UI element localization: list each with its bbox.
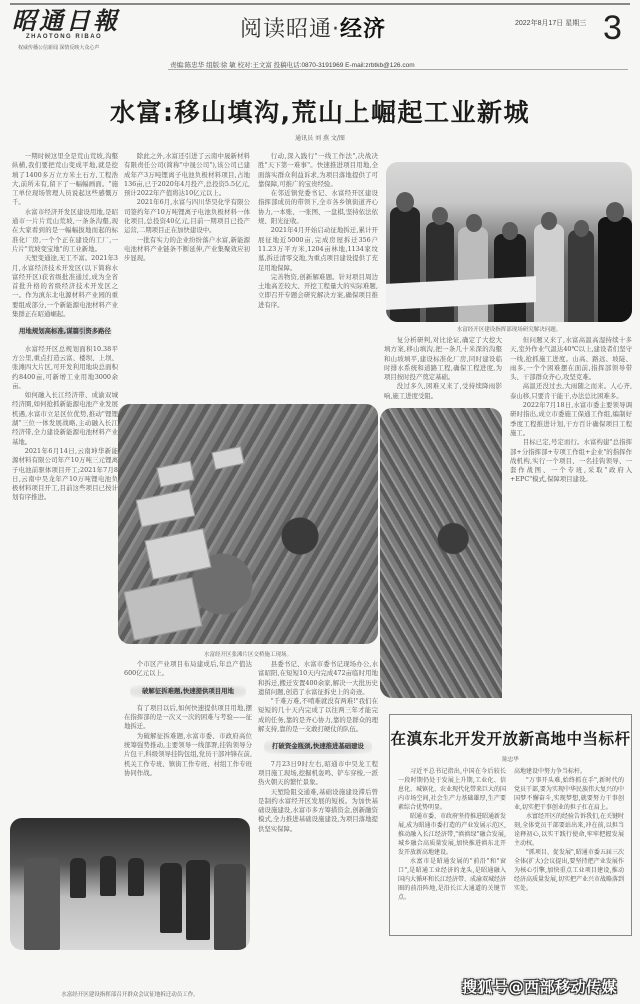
watermark: 搜狐号@西部移动传媒 xyxy=(462,978,618,996)
commentary-column-right xyxy=(514,767,624,932)
paragraph: 天堑变通途,无工不富。2021年3月,水富经济技术开发区(以下简称水富经开区)获省级批准通过,成为全省首批升格的省级经济技术开发区之一。作为滇东北电源材料产业园的重要组成部分,一个新能源电池材料产业集群正在昭通崛起。 xyxy=(12,254,118,319)
photo-caption: 水富经开区建设指挥部现场研究解决问题。 xyxy=(456,327,562,333)
paragraph: 行动,深入践行"一线工作法",决战决胜"天下第一难事"。快速推进项目用地,全面落实群众利益诉求,为项目落地提供了可靠保障,可推广的宝贵经验。 xyxy=(258,152,378,188)
photo-village-meeting xyxy=(10,818,250,950)
paragraph: 在邻近镇党委书记、水富经开区建设指挥部成员的带领下,全市各乡镇街道齐心协力,一本账、一张图、一盘棋,坚持依法依规、阳光征收。 xyxy=(258,189,378,226)
header-divider xyxy=(168,69,628,70)
subheading: 用地规划高标准,谋篇引资多路径 xyxy=(18,325,112,338)
photo-caption: 水富经开区张滩片区交桥施工现场。 xyxy=(203,652,292,658)
photo-site-meeting xyxy=(386,162,632,322)
paragraph: 高温还没过去,大雨随之而来。人心齐,泰山移,只要肯干能干,办法总比困难多。 xyxy=(510,382,632,400)
photo-aerial-construction xyxy=(118,404,378,644)
paragraph: "抓项目、促发展",昭通市委五届三次全体(扩大)会议提出,要坚持把产业发展作为核心引擎,加快重点工业项目建设,推动经济高质量发展,切实把产业兴市战略落到实处。 xyxy=(514,849,624,892)
paragraph: 有了项目以后,如何快速提供项目用地,摆在指挥部的是一次又一次的困难与考验——征地拆迁。 xyxy=(124,703,252,731)
paragraph: 但问题又来了,水富高温高湿持续十多天,室外作业气温达40℃以上,建设者们坚守一线,抢抓施工进度。山高、路远、坡陡、雨多,一个个困难摆在面前,指挥部领导带头、干部群众齐心,攻坚克难。 xyxy=(510,336,632,382)
top-rule xyxy=(10,3,630,5)
paragraph: 为破解征拆难题,水富市委、市政府高位统筹强势推动,主要领导一线部署,挂钩领导分片包干,科级领导挂钩包组,党员干部冲锋在前,机关工作专班、镇街工作专班、村组工作专班协同作战。 xyxy=(124,731,252,777)
article-column-4 xyxy=(384,336,502,406)
page-number: 3 xyxy=(603,9,622,47)
masthead xyxy=(12,8,122,60)
paragraph: 完善物资,创新解难题。针对项目周边土地高差较大、开挖工程量大的实际难题,立即召开专题会研究解决方案,确保项目推进有序。 xyxy=(258,272,378,309)
newspaper-logo: 昭通日報 xyxy=(12,6,120,35)
paragraph: 个市区产业项目布局建成后,年总产值达600亿元以上。 xyxy=(124,660,252,678)
paragraph: 除此之外,水富还引进了云南中晟新材料有限责任公司(简称"中晟公司"),该公司已建成年产3万吨锂离子电池负极材料项目,占地136亩,已于2020年4月投产,总投资5.5亿元,预计2022年产值将达10亿元以上。 xyxy=(124,152,250,198)
paragraph: 7月23日9时左右,昭通市中昊龙工程项目施工现场,挖掘机轰鸣、铲车穿梭,一派热火朝天的繁忙景象。 xyxy=(258,759,378,787)
article-column-2-lower xyxy=(124,660,252,810)
paragraph: 水富经开区的经验告诉我们,在关键时刻,全体党员干部要站出来,冲在前,以担当诠释初心,以实干践行使命,牢牢把握发展主动权。 xyxy=(514,813,624,847)
paragraph: "千难万难,不啃难就没有两难!"我们在短短的几十天内完成了以往两三年才能完成的任务,靠的是齐心协力,靠的是群众的理解支持,靠的是一支敢打硬仗的队伍。 xyxy=(258,697,378,734)
article-column-3-lower xyxy=(258,660,378,1000)
commentary-column-left xyxy=(398,767,506,932)
paragraph: 一批有实力的企业纷纷落户水富,新能源电池材料产业链条不断延伸,产业集聚效应初步显现。 xyxy=(124,235,250,263)
commentary-box xyxy=(389,714,632,936)
paragraph: 水富市经济开发区建设用地,是昭通市一片片荒山荒坡,一条条沟壑,现在大家看到的是一幅幅拔地而起的标准化厂房,一个个正在建设的工厂,一片片"荒坡变宝地"的工业新地。 xyxy=(12,207,118,253)
paragraph: 高地建设中努力争当标杆。 xyxy=(514,768,587,775)
paragraph: 2021年6月,水富与四川华昊化学有限公司签约年产10万吨锂离子电池负极材料一体化项目,总投资40亿元,目前一期项目已投产运营,二期项目正在加快建设中。 xyxy=(124,198,250,235)
paragraph: 2021年6月14日,云南坤华新能源材料有限公司年产10万吨三元锂离子电池前驱体项目开工;2021年7月8日,云南中昊龙年产10万吨锂电池负极材料项目开工,目前这些项目已按计划有序推进。 xyxy=(12,446,118,502)
paragraph: 水富市是昭通发展的"前沿"和"窗口",是昭通工业经济的龙头,是昭通融入国内大循环和长江经济带、成渝双城经济圈的前沿阵地,是沿长江大通道的关键节点。 xyxy=(398,858,506,901)
paragraph: 复分析研判,对比论证,确定了大挖大填方案,移山填沟,把一条几十米深的沟壑和山坡填平,建设标准化厂房,同时建设临时排水系统和道路工程,确保工程进度,为项目按时投产奠定基础。 xyxy=(384,336,502,382)
paragraph: 天堑险阻交通难,基础设施建设滞后曾是制约水富经开区发展的短板。为加快基础设施建设,水富市多方筹措资金,创新融资模式,全力推进基础设施建设,为项目落地提供坚实保障。 xyxy=(258,787,378,833)
article-column-2 xyxy=(124,152,250,400)
article-headline: 水富:移山填沟,荒山上崛起工业新城 xyxy=(110,98,530,127)
article-column-1 xyxy=(12,152,118,812)
paragraph: 一期时候这里全是荒山荒坡,沟壑纵横,我们要把荒山变成平地,就是挖填了1400多万立方米土石方,工程浩大,前所未有,留下了一幅幅画面。"施工单位现场管理人员说起这些感慨万千。 xyxy=(12,152,118,207)
paragraph: 县委书记、水富市委书记现场办公,水富昭阳,在短短10天内完成472亩临时用地和拆迁,搬迁安置400余家,解决一大批历史遗留问题,创造了水富征拆史上的奇迹。 xyxy=(258,660,378,696)
newspaper-slogan: 权威传播公信新闻 深情反映大众心声 xyxy=(18,45,100,51)
article-column-3 xyxy=(258,152,378,400)
section-name: 经济 xyxy=(340,17,387,42)
paragraph: "万事开头难,始终抓在手",新时代的党员干部,要为实现中华民族伟大复兴的中国梦不懈奋斗,实现梦想,就要努力干事创业,切实把干事创业的担子扛在肩上。 xyxy=(514,777,624,811)
article-byline: 通讯员 刘 燕 文/图 xyxy=(295,135,345,142)
editorial-credits: 责编:陈忠华 组版:徐 敏 校对:王文富 投稿电话:0870-3191969 E-mail:zrbtkb@126.com xyxy=(170,62,415,69)
commentary-author: 陈忠华 xyxy=(502,757,519,763)
section-title xyxy=(240,12,386,43)
paragraph: 目标已定,号定而行。水富构建"总指挥部+分指挥部+专项工作组+企业"的指挥作战机构,实行一个项目、一名挂钩领导、一套作战图、一个专班,采取"政府入+EPC"模式,保障项目建设。 xyxy=(510,438,632,484)
paragraph: 2021年4月开始启动征地拆迁,累计开展征地近5000亩,完成房屋拆迁356户11.23万平方米,1204亩林地,1134家坟墓,拆迁清零交地,为重点项目建设提供了充足用地保障。 xyxy=(258,226,378,272)
subheading: 破解征拆难题,快速提供项目用地 xyxy=(130,685,246,698)
commentary-title: 在滇东北开发开放新高地中当标杆 xyxy=(390,730,631,748)
subheading: 打破资金瓶颈,快速推进基础建设 xyxy=(264,740,372,753)
photo-caption: 水富经开区建设指挥部召开群众会议征地拆迁动员工作。 xyxy=(61,992,199,998)
section-prefix: 阅读昭通· xyxy=(240,17,340,42)
issue-date: 2022年8月17日 星期三 xyxy=(515,20,587,27)
photo-aerial-hills xyxy=(380,408,502,698)
article-column-5 xyxy=(510,336,632,706)
paragraph: 习近平总书记指出,中国在今后较长一段时期仍处于发展上升期,工业化、信息化、城镇化、农业现代化带来巨大的国内市场空间,社会生产力基础雄厚,生产要素综合优势明显。 xyxy=(398,768,506,811)
paragraph: 2022年7月18日,水富市委主要领导调研时指出,成立市委施工保通工作组,编制好季度工程推进计划,干方百计确保项目工程施工。 xyxy=(510,401,632,437)
paragraph: 昭通市委、市政府坚持推进昭通新发展,成为昭通市委打造的产业发展示范区,推动融入长江经济带,"滇滇绿"融合发展,城乡融合高质量发展,加快推进滇东北开发开放新高地建设。 xyxy=(398,813,506,856)
paragraph: 如何融入长江经济带、成渝双城经济圈,如何抢抓新能源电池产业发展机遇,水富市立足区位优势,推动"锂锂湖"三位一体发展战略,主动融入长江经济带,全力建设新能源电池材料产业基地。 xyxy=(12,391,118,446)
newspaper-pinyin: ZHAOTONG RIBAO xyxy=(26,34,103,40)
paragraph: 没过多久,困难又来了,受持续降雨影响,施工进度受阻。 xyxy=(384,382,502,400)
paragraph: 水富经开区总规划面积10.38平方公里,重点打造云富、楼坝、上坝、张滩四大片区,可开发利用地块总面积约8400亩,可新增工业用地3000余亩。 xyxy=(12,344,118,390)
